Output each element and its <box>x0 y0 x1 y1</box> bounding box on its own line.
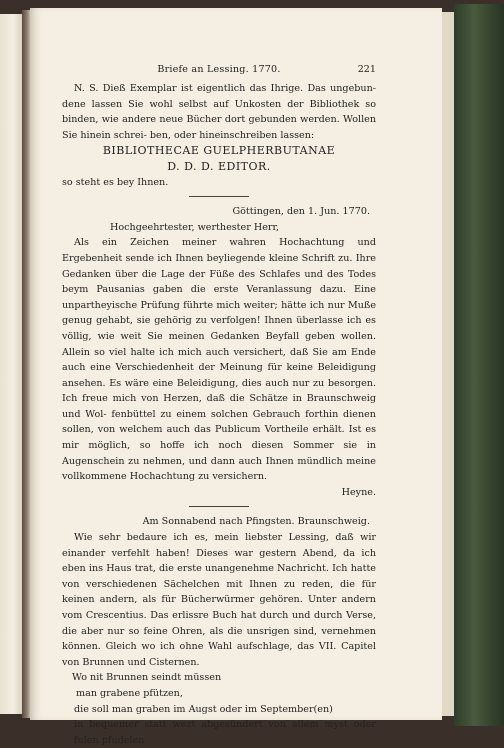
text-line: Capitel von Brunnen und Cisternen. <box>62 641 376 668</box>
letter1-signature: Heyne. <box>341 486 376 498</box>
verse-line: die soll man graben im Augst oder im September(en) <box>74 703 333 715</box>
letter2-dateline: Am Sonnabend nach Pfingsten. Braunschweig. <box>142 516 370 528</box>
text-line: geben wollen. Allein so viel halte ich mich auch versichert, daß Sie <box>62 330 376 358</box>
ns-paragraph <box>62 81 376 143</box>
text-line: auch das Publicum Vortheile erhält. Ist es mir möglich, so hoffe ich <box>62 424 376 452</box>
running-head <box>62 62 376 78</box>
text-line: Ihnen mündlich meine vollkommene Hochachtung zu versichern. <box>62 455 376 483</box>
text-line: ansehen. Es wäre eine Beleidigung, dies auch nur zu besorgen. Ich <box>62 377 376 405</box>
ns-tail: so steht es bey Ihnen. <box>62 176 169 188</box>
verse-line: Wo nit Brunnen seindt müssen <box>72 672 222 684</box>
text-line: die erste unangenehme Nachricht. Ich hatte von verschiedenen Sächelchen <box>62 563 376 590</box>
text-line: noch diesen Sommer sie in Augenschein zu nehmen, und dann auch <box>62 440 376 467</box>
text-line: vernehmen können. Gleich wo ich ohne Wahl aufschlage, das VII. <box>62 625 376 653</box>
left-page-edge <box>0 14 22 714</box>
text-line: mit Ihnen zu reden, die für keinen andern, als für Bücherwürmer <box>62 578 376 606</box>
page-text <box>62 62 376 748</box>
text-line: verfehlt haben! Dieses war gestern Abend, da ich eben ins Haus trat, <box>62 547 376 575</box>
text-line: fenbüttel zu einem solchen Gebrauch forthin dienen sollen, von welchem <box>62 408 376 436</box>
section-divider <box>189 196 249 197</box>
text-line: N. S. Dieß Exemplar ist eigentlich das Ihrige. Das ungebun- <box>74 83 376 94</box>
text-line: Ihnen überlasse ich es völlig, wie weit Sie meinen Gedanken Beyfall <box>62 315 376 342</box>
text-line: ich Ihnen beyliegende kleine Schrift zu. Ihre Gedanken über die <box>62 252 376 280</box>
text-line: die erste Veranlassung dazu. Eine unpartheyische Prüfung führte mich <box>62 284 376 311</box>
letter1-salutation: Hochgeehrtester, werthester Herr, <box>110 221 280 233</box>
running-title: Briefe an Lessing. 1770. <box>157 64 281 75</box>
text-line: andere neue Bücher dort gebunden werden. Wollen Sie hinein schrei- <box>62 114 376 141</box>
text-line: ben, oder hineinschreiben lassen: <box>149 129 315 141</box>
text-line: gehören. Unter andern vom Crescentius. Das erlissre Buch hat durch <box>62 594 376 621</box>
letter2-body <box>62 530 376 670</box>
section-divider <box>189 506 249 507</box>
text-line: Lage der Füße des Schlafes und des Todes beym Pausanias gaben <box>62 268 376 296</box>
book-cover <box>454 4 504 726</box>
verse-line: in bequemer statt wezt abgesündert von allem myst oder fulen pfudelen <box>74 719 376 746</box>
text-line: dene lassen Sie wohl selbst auf Unkosten der Bibliothek so binden, wie <box>62 98 376 126</box>
page-edges <box>442 12 454 716</box>
dedication-line: D. D. D. EDITOR. <box>167 159 271 173</box>
page-number: 221 <box>357 64 376 75</box>
text-line: Wie sehr bedaure ich es, mein liebster Lessing, daß wir einander <box>62 532 376 559</box>
verse-line: man grabene pfützen, <box>76 687 183 699</box>
letter1-dateline: Göttingen, den 1. Jun. 1770. <box>232 206 370 218</box>
dedication-line: BIBLIOTHECAE GUELPHERBUTANAE <box>102 144 336 158</box>
text-line: am Ende auch eine Verschiedenheit der Meinung für keine Beleidigung <box>62 346 376 374</box>
text-line: und durch Verse, die aber nur so feine Ohren, als die unsrigen sind, <box>62 610 376 637</box>
letter1-body <box>62 235 376 485</box>
text-line: weiter; hätte ich nur Muße genug gehabt, sie gehörig zu verfolgen! <box>62 299 377 327</box>
text-line: Als ein Zeichen meiner wahren Hochachtung und Ergebenheit sende <box>62 237 376 264</box>
text-line: freue mich von Herzen, daß die Schätze in Braunschweig und Wol- <box>62 393 376 420</box>
